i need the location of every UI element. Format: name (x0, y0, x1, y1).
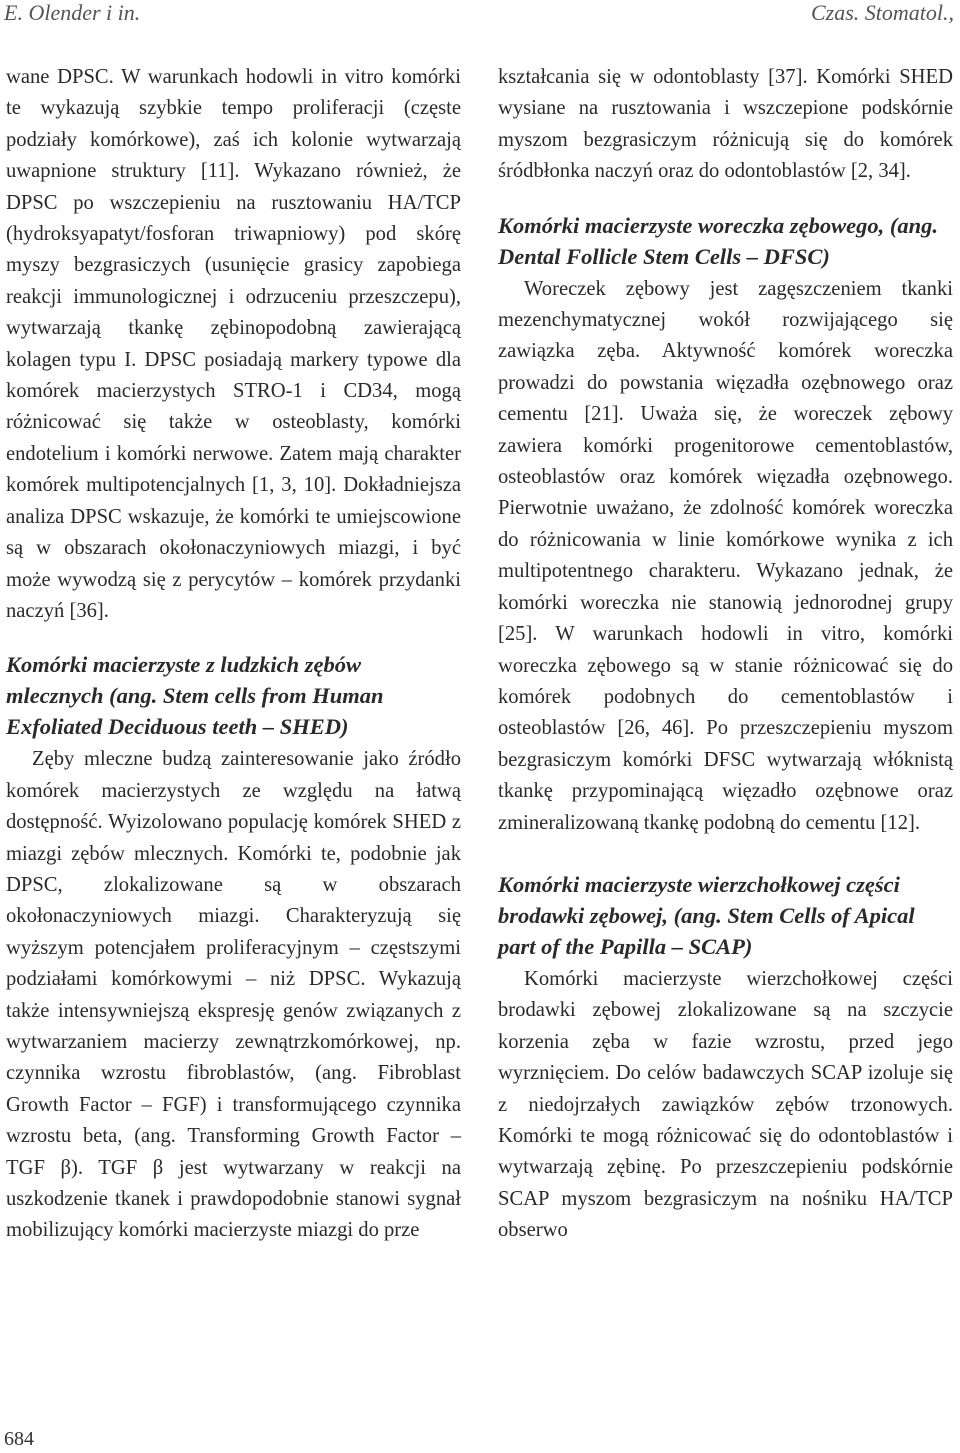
paragraph-shed-continued: kształcania się w odontoblasty [37]. Komórki SHED wysiane na rusztowania i wszczepione podskórnie myszom bezgrasiczym różnicują się do komórek śródbłonka naczyń oraz do odontoblastów [2, 34]. (498, 66, 953, 183)
right-column (498, 62, 953, 1247)
section-heading-scap: Komórki macierzyste wierzchołkowej części brodawki zębowej, (ang. Stem Cells of Apical part of the Papilla – SCAP) (498, 871, 915, 959)
left-column (6, 62, 461, 1247)
section-heading-shed: Komórki macierzyste z ludzkich zębów mlecznych (ang. Stem cells from Human Exfoliated Deciduous teeth – SHED) (6, 652, 384, 740)
header-journal: Czas. Stomatol., (810, 0, 954, 25)
header-authors: E. Olender i in. (4, 0, 141, 25)
section-heading-dfsc: Komórki macierzyste woreczka zębowego, (ang. Dental Follicle Stem Cells – DFSC) (498, 212, 938, 269)
page-number: 684 (4, 1428, 34, 1450)
paragraph-scap: Komórki macierzyste wierzchołkowej części brodawki zębowej zlokalizowane są na szczycie korzenia zęba w fazie wzrostu, przed jego wyrznięciem. Do celów badawczych SCAP izoluje się z niedojrzałych zawiązków zębów trzonowych. Komórki te mogą różnicować się do odontoblastów i wytwarzają zębinę. Po przeszczepieniu podskórnie SCAP myszom bezgrasiczym na nośniku HA/TCP obserwo (498, 967, 953, 1242)
running-header (0, 0, 960, 30)
paragraph-dpsc-continued: wane DPSC. W warunkach hodowli in vitro komórki te wykazują szybkie tempo proliferacji (częste podziały komórkowe), zaś ich kolonie wytwarzają uwapnione struktury [11]. Wykazano również, że DPSC po wszczepieniu na rusztowaniu HA/TCP (hydroksyapatyt/fosforan triwapniowy) pod skórę myszy bezgrasiczych (usunięcie grasicy zapobiega reakcji immunologicznej i odrzuceniu przeszczepu), wytwarzają tkankę zębinopodobną zawierającą kolagen typu I. DPSC posiadają markery typowe dla komórek macierzystych STRO-1 i CD34, mogą różnicować się także w osteoblasty, komórki endotelium i komórki nerwowe. Zatem mają charakter komórek multipotencjalnych [1, 3, 10]. Dokładniejsza analiza DPSC wskazuje, że komórki te umiejscowione są w obszarach okołonaczyniowych miazgi, i być może wywodzą się z perycytów – komórek przydanki naczyń [36]. (6, 66, 461, 622)
paragraph-dfsc: Woreczek zębowy jest zagęszczeniem tkanki mezenchymatycznej wokół rozwijającego się zawiązka zęba. Aktywność komórek woreczka prowadzi do powstania więzadła ozębnowego oraz cementu [21]. Uważa się, że woreczek zębowy zawiera komórki progenitorowe cementoblastów, osteoblastów oraz komórek więzadła ozębnowego. Pierwotnie uważano, że zdolność komórek woreczka do różnicowania w linie komórkowe wynika z ich multipotentnego charakteru. Wykazano jednak, że komórki woreczka nie stanowią jednorodnej grupy [25]. W warunkach hodowli in vitro, komórki woreczka zębowego są w stanie różnicować się do komórek podobnych do cementoblastów i osteoblastów [26, 46]. Po przeszczepieniu myszom bezgrasiczym komórki DFSC wytwarzają włóknistą tkankę przypominającą więzadło ozębnowe oraz zmineralizowaną tkankę podobną do cementu [12]. (498, 277, 953, 834)
paragraph-shed: Zęby mleczne budzą zainteresowanie jako źródło komórek macierzystych ze względu na łatwą dostępność. Wyizolowano populację komórek SHED z miazgi zębów mlecznych. Komórki te, podobnie jak DPSC, zlokalizowane są w obszarach okołonaczyniowych miazgi. Charakteryzują się wyższym potencjałem proliferacyjnym – częstszymi podziałami komórkowymi – niż DPSC. Wykazują także intensywniejszą ekspresję genów związanych z wytwarzaniem macierzy zewnątrzkomórkowej, np. czynnika wzrostu fibroblastów, (ang. Fibroblast Growth Factor – FGF) i transformującego czynnika wzrostu beta, (ang. Transforming Growth Factor – TGF β). TGF β jest wytwarzany w reakcji na uszkodzenie tkanek i prawdopodobnie stanowi sygnał mobilizujący komórki macierzyste miazgi do prze (6, 748, 461, 1242)
